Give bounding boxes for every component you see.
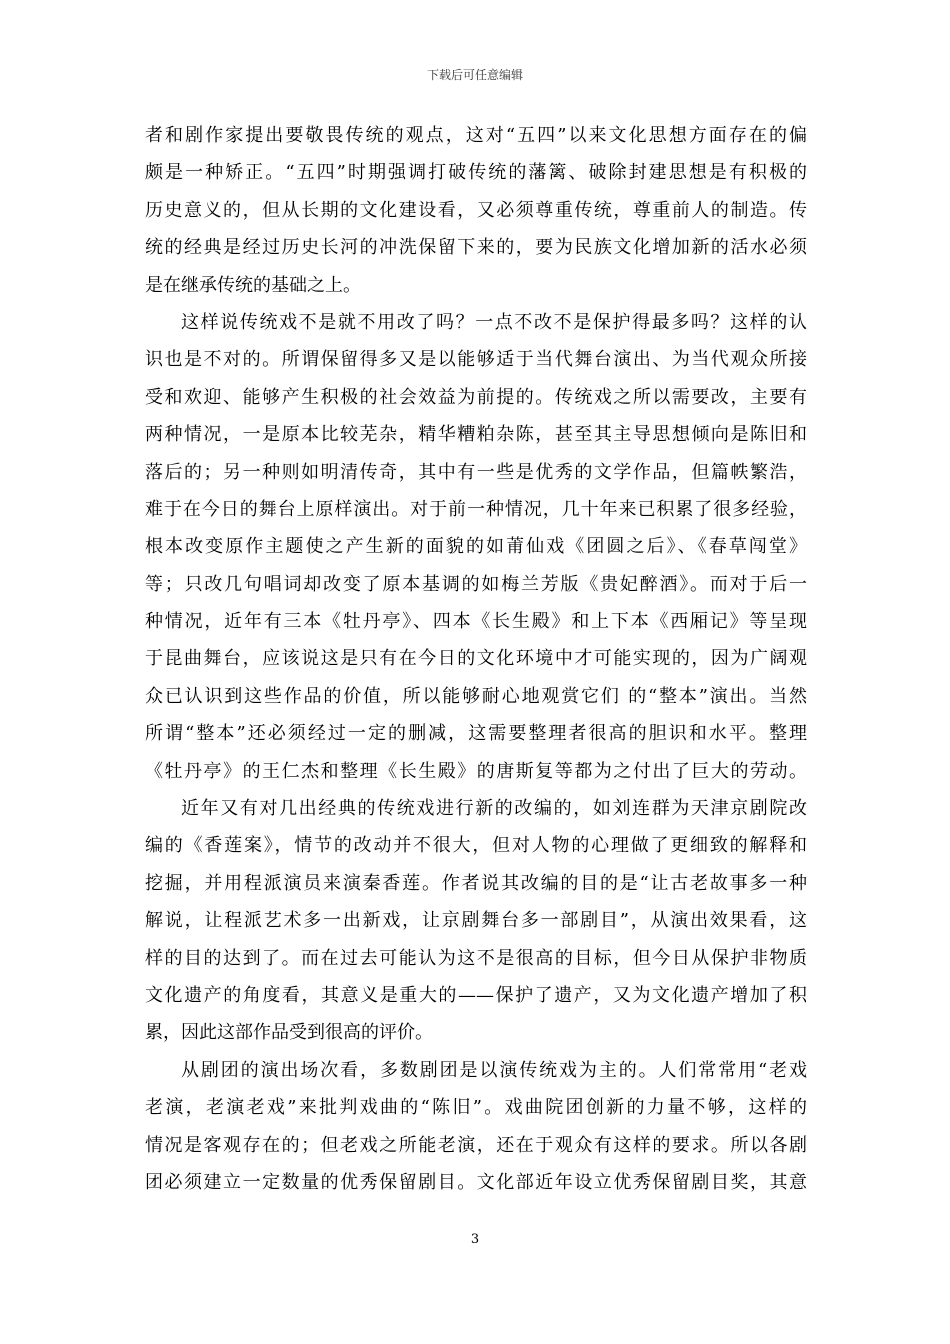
paragraph-first-line: 这样说传统戏不是就不用改了吗？一点不改不是保护得最多吗？这样的认 [181, 311, 807, 333]
text-line: 《牡丹亭》的王仁杰和整理《长生殿》的唐斯复等都为之付出了巨大的劳动。 [145, 760, 807, 782]
text-line: 根本改变原作主题使之产生新的面貌的如莆仙戏《团圆之后》、《春草闯堂》 [145, 536, 807, 558]
text-line: 难于在今日的舞台上原样演出。对于前一种情况，几十年来已积累了很多经验， [145, 498, 807, 520]
text-line: 样的目的达到了。而在过去可能认为这不是很高的目标，但今日从保护非物质 [145, 947, 807, 969]
document-body [145, 117, 807, 1201]
text-line: 种情况，近年有三本《牡丹亭》、四本《长生殿》和上下本《西厢记》等呈现 [145, 611, 807, 633]
paragraph-first-line: 从剧团的演出场次看，多数剧团是以演传统戏为主的。人们常常用“老戏 [181, 1059, 807, 1081]
page-number: 3 [470, 1232, 480, 1247]
paragraph-first-line: 近年又有对几出经典的传统戏进行新的改编的，如刘连群为天津京剧院改 [181, 798, 807, 820]
page-header: 下载后可任意编辑 [426, 68, 523, 82]
text-line: 者和剧作家提出要敬畏传统的观点，这对“五四”以来文化思想方面存在的偏 [145, 125, 807, 146]
text-line: 等；只改几句唱词却改变了原本基调的如梅兰芳版《贵妃醉酒》。而对于后一 [145, 573, 807, 595]
text-line: 颇是一种矫正。“五四”时期强调打破传统的藩篱、破除封建思想是有积极的 [145, 162, 807, 184]
text-line: 解说，让程派艺术多一出新戏，让京剧舞台多一部剧目”，从演出效果看，这 [145, 910, 807, 932]
text-line: 于昆曲舞台，应该说这是只有在今日的文化环境中才可能实现的，因为广阔观 [145, 648, 807, 670]
text-line: 情况是客观存在的；但老戏之所能老演，还在于观众有这样的要求。所以各剧 [145, 1134, 807, 1156]
text-line: 文化遗产的角度看，其意义是重大的——保护了遗产，又为文化遗产增加了积 [145, 984, 807, 1006]
text-line: 所谓“整本”还必须经过一定的删减，这需要整理者很高的胆识和水平。整理 [145, 723, 807, 745]
text-line: 编的《香莲案》，情节的改动并不很大，但对人物的心理做了更细致的解释和 [145, 835, 807, 857]
text-line: 挖掘，并用程派演员来演秦香莲。作者说其改编的目的是“让古老故事多一种 [145, 872, 807, 894]
text-line: 是在继承传统的基础之上。 [145, 274, 361, 296]
text-line: 老演，老演老戏”来批判戏曲的“陈旧”。戏曲院团创新的力量不够，这样的 [145, 1097, 807, 1119]
text-line: 两种情况，一是原本比较芜杂，精华糟粕杂陈，甚至其主导思想倾向是陈旧和 [145, 424, 807, 446]
text-line: 历史意义的，但从长期的文化建设看，又必须尊重传统，尊重前人的制造。传 [145, 199, 807, 221]
text-line: 团必须建立一定数量的优秀保留剧目。文化部近年设立优秀保留剧目奖，其意 [145, 1171, 807, 1193]
text-line: 落后的；另一种则如明清传奇，其中有一些是优秀的文学作品，但篇帙繁浩， [145, 461, 807, 483]
text-line: 识也是不对的。所谓保留得多又是以能够适于当代舞台演出、为当代观众所接 [145, 349, 807, 371]
text-line: 统的经典是经过历史长河的冲洗保留下来的，要为民族文化增加新的活水必须 [145, 237, 807, 259]
text-line: 累，因此这部作品受到很高的评价。 [145, 1022, 433, 1044]
text-line: 受和欢迎、能够产生积极的社会效益为前提的。传统戏之所以需要改，主要有 [145, 386, 807, 408]
text-line: 众已认识到这些作品的价值，所以能够耐心地观赏它们 的“整本”演出。当然 [145, 685, 807, 707]
